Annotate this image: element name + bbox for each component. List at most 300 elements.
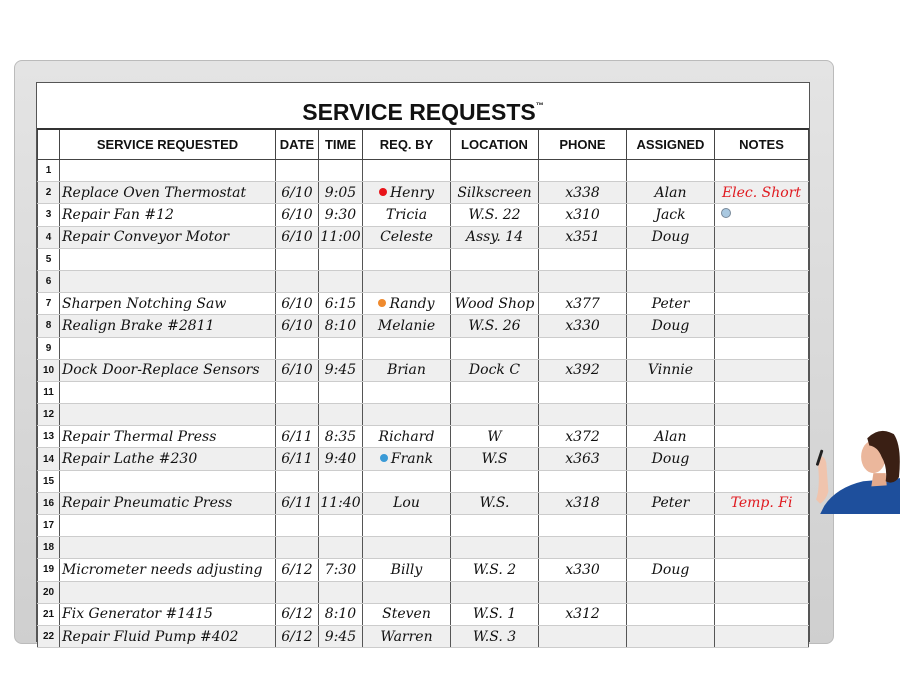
cell-assigned[interactable]	[627, 603, 715, 625]
cell-assigned[interactable]	[627, 204, 715, 226]
cell-service[interactable]	[60, 337, 276, 359]
cell-text: 9:45	[324, 362, 357, 379]
cell-service[interactable]	[60, 182, 276, 204]
cell-assigned[interactable]	[627, 404, 715, 426]
cell-date[interactable]	[276, 315, 319, 337]
cell-notes[interactable]	[715, 537, 809, 559]
table-row	[38, 515, 809, 537]
cell-phone[interactable]	[539, 359, 627, 381]
cell-time[interactable]	[319, 515, 363, 537]
cell-n[interactable]	[38, 625, 60, 647]
cell-time[interactable]	[319, 559, 363, 581]
cell-text: 7:30	[324, 561, 357, 578]
cell-date[interactable]	[276, 581, 319, 603]
cell-loc[interactable]	[451, 270, 539, 292]
cell-text: 15	[42, 475, 55, 487]
cell-text: Billy	[390, 561, 423, 578]
cell-time[interactable]	[319, 470, 363, 492]
cell-text: 11:00	[320, 229, 361, 246]
cell-text: 6/12	[281, 628, 313, 645]
cell-n[interactable]	[38, 182, 60, 204]
cell-time[interactable]	[319, 315, 363, 337]
table-row	[38, 448, 809, 470]
cell-date[interactable]	[276, 182, 319, 204]
cell-text: Repair Fluid Pump #402	[62, 628, 239, 645]
cell-loc[interactable]	[451, 381, 539, 403]
cell-notes[interactable]	[715, 470, 809, 492]
cell-text: 8:35	[324, 428, 357, 445]
cell-text: Doug	[651, 229, 690, 246]
cell-service[interactable]	[60, 404, 276, 426]
cell-service[interactable]	[60, 226, 276, 248]
cell-date[interactable]	[276, 404, 319, 426]
cell-time[interactable]	[319, 248, 363, 270]
cell-req[interactable]	[363, 492, 451, 514]
table-row	[38, 537, 809, 559]
cell-text: 13	[42, 431, 55, 443]
cell-text: 9:05	[324, 184, 357, 201]
cell-time[interactable]	[319, 537, 363, 559]
cell-loc[interactable]	[451, 603, 539, 625]
cell-service[interactable]	[60, 448, 276, 470]
cell-n[interactable]	[38, 160, 60, 182]
cell-notes[interactable]	[715, 270, 809, 292]
cell-phone[interactable]	[539, 226, 627, 248]
cell-text: Peter	[651, 495, 690, 512]
cell-req[interactable]	[363, 537, 451, 559]
cell-text: 6/10	[281, 295, 313, 312]
column-header: TIME	[319, 130, 363, 160]
cell-notes[interactable]	[715, 337, 809, 359]
cell-req[interactable]	[363, 315, 451, 337]
cell-req[interactable]	[363, 448, 451, 470]
cell-notes[interactable]	[715, 381, 809, 403]
cell-req[interactable]	[363, 559, 451, 581]
cell-phone[interactable]	[539, 470, 627, 492]
cell-text: Steven	[382, 606, 431, 623]
cell-notes[interactable]	[715, 448, 809, 470]
cell-text: 9:40	[324, 451, 357, 468]
cell-n[interactable]	[38, 492, 60, 514]
cell-req[interactable]	[363, 160, 451, 182]
cell-loc[interactable]	[451, 293, 539, 315]
table-row	[38, 359, 809, 381]
cell-date[interactable]	[276, 426, 319, 448]
cell-text: x330	[565, 561, 600, 578]
cell-service[interactable]	[60, 492, 276, 514]
table-row	[38, 381, 809, 403]
table-row	[38, 293, 809, 315]
cell-text: W.S. 3	[472, 628, 517, 645]
cell-assigned[interactable]	[627, 337, 715, 359]
cell-req[interactable]	[363, 404, 451, 426]
cell-loc[interactable]	[451, 492, 539, 514]
cell-service[interactable]	[60, 603, 276, 625]
service-requests-board	[36, 82, 810, 645]
cell-date[interactable]	[276, 270, 319, 292]
cell-text: 7	[45, 298, 52, 310]
cell-text: 6	[45, 276, 52, 288]
table-row	[38, 182, 809, 204]
cell-text: x363	[565, 451, 600, 468]
cell-phone[interactable]	[539, 315, 627, 337]
cell-service[interactable]	[60, 581, 276, 603]
cell-date[interactable]	[276, 248, 319, 270]
cell-loc[interactable]	[451, 559, 539, 581]
cell-text: Dock Door-Replace Sensors	[62, 362, 260, 379]
table-row	[38, 426, 809, 448]
cell-n[interactable]	[38, 470, 60, 492]
table-row	[38, 492, 809, 514]
cell-n[interactable]	[38, 381, 60, 403]
cell-n[interactable]	[38, 226, 60, 248]
cell-assigned[interactable]	[627, 515, 715, 537]
magnet-dot-icon[interactable]	[378, 299, 386, 307]
cell-phone[interactable]	[539, 337, 627, 359]
cell-loc[interactable]	[451, 625, 539, 647]
cell-time[interactable]	[319, 581, 363, 603]
cell-text: 20	[42, 586, 55, 598]
cell-text: 21	[42, 608, 55, 620]
cell-loc[interactable]	[451, 182, 539, 204]
cell-text: 6/11	[281, 495, 313, 512]
cell-loc[interactable]	[451, 470, 539, 492]
cell-time[interactable]	[319, 426, 363, 448]
cell-text: Alan	[654, 428, 687, 445]
cell-n[interactable]	[38, 426, 60, 448]
cell-req[interactable]	[363, 293, 451, 315]
cell-notes[interactable]	[715, 426, 809, 448]
cell-text: 8:10	[324, 317, 357, 334]
cell-assigned[interactable]	[627, 359, 715, 381]
cell-text: x338	[565, 184, 600, 201]
cell-text: Dock C	[468, 362, 521, 379]
cell-assigned[interactable]	[627, 293, 715, 315]
cell-n[interactable]	[38, 204, 60, 226]
cell-req[interactable]	[363, 204, 451, 226]
cell-phone[interactable]	[539, 160, 627, 182]
cell-assigned[interactable]	[627, 470, 715, 492]
cell-service[interactable]	[60, 559, 276, 581]
requests-table	[37, 130, 809, 648]
cell-assigned[interactable]	[627, 448, 715, 470]
cell-text: Melanie	[377, 317, 436, 334]
cell-text: Tricia	[385, 206, 428, 223]
cell-service[interactable]	[60, 470, 276, 492]
cell-text: Celeste	[380, 229, 433, 246]
cell-date[interactable]	[276, 559, 319, 581]
cell-notes[interactable]	[715, 315, 809, 337]
cell-loc[interactable]	[451, 404, 539, 426]
cell-text: Vinnie	[647, 362, 694, 379]
cell-loc[interactable]	[451, 515, 539, 537]
cell-text: 17	[42, 520, 55, 532]
cell-n[interactable]	[38, 515, 60, 537]
cell-phone[interactable]	[539, 293, 627, 315]
cell-service[interactable]	[60, 537, 276, 559]
header-row	[38, 130, 809, 160]
cell-assigned[interactable]	[627, 559, 715, 581]
cell-text: Peter	[651, 295, 690, 312]
cell-req[interactable]	[363, 337, 451, 359]
cell-loc[interactable]	[451, 160, 539, 182]
cell-phone[interactable]	[539, 426, 627, 448]
cell-assigned[interactable]	[627, 581, 715, 603]
cell-text: Replace Oven Thermostat	[62, 184, 247, 201]
table-row	[38, 581, 809, 603]
cell-time[interactable]	[319, 337, 363, 359]
cell-phone[interactable]	[539, 248, 627, 270]
cell-n[interactable]	[38, 337, 60, 359]
cell-notes[interactable]	[715, 559, 809, 581]
cell-assigned[interactable]	[627, 315, 715, 337]
cell-loc[interactable]	[451, 315, 539, 337]
cell-phone[interactable]	[539, 270, 627, 292]
cell-time[interactable]	[319, 448, 363, 470]
cell-text: Repair Pneumatic Press	[62, 495, 233, 512]
cell-phone[interactable]	[539, 182, 627, 204]
cell-text: Repair Conveyor Motor	[62, 229, 230, 246]
cell-text: 11	[43, 386, 54, 398]
cell-service[interactable]	[60, 515, 276, 537]
cell-notes[interactable]	[715, 204, 809, 226]
cell-n[interactable]	[38, 581, 60, 603]
table-row	[38, 270, 809, 292]
table-row	[38, 625, 809, 647]
cell-req[interactable]	[363, 581, 451, 603]
cell-notes[interactable]	[715, 293, 809, 315]
cell-text: 11:40	[320, 495, 361, 512]
cell-assigned[interactable]	[627, 625, 715, 647]
cell-text: x351	[565, 229, 600, 246]
cell-text: Henry	[389, 184, 435, 201]
column-header	[38, 130, 60, 160]
cell-notes[interactable]	[715, 248, 809, 270]
cell-req[interactable]	[363, 603, 451, 625]
cell-text: 6/12	[281, 561, 313, 578]
cell-loc[interactable]	[451, 248, 539, 270]
cell-notes[interactable]	[715, 515, 809, 537]
cell-service[interactable]	[60, 293, 276, 315]
cell-text: 9	[45, 342, 52, 354]
cell-req[interactable]	[363, 182, 451, 204]
cell-service[interactable]	[60, 160, 276, 182]
shirt	[820, 478, 900, 514]
cell-date[interactable]	[276, 226, 319, 248]
cell-date[interactable]	[276, 492, 319, 514]
cell-text: W.S.	[479, 495, 510, 512]
cell-req[interactable]	[363, 426, 451, 448]
cell-loc[interactable]	[451, 426, 539, 448]
table-row	[38, 337, 809, 359]
magnet-dot-icon[interactable]	[379, 188, 387, 196]
cell-date[interactable]	[276, 160, 319, 182]
cell-text: Assy. 14	[465, 229, 524, 246]
cell-date[interactable]	[276, 381, 319, 403]
cell-service[interactable]	[60, 270, 276, 292]
cell-date[interactable]	[276, 603, 319, 625]
cell-text: Sharpen Notching Saw	[62, 295, 227, 312]
cell-phone[interactable]	[539, 537, 627, 559]
cell-notes[interactable]	[715, 603, 809, 625]
cell-text: Repair Thermal Press	[62, 428, 217, 445]
cell-phone[interactable]	[539, 559, 627, 581]
cell-phone[interactable]	[539, 492, 627, 514]
cell-date[interactable]	[276, 625, 319, 647]
cell-date[interactable]	[276, 337, 319, 359]
cell-req[interactable]	[363, 515, 451, 537]
cell-time[interactable]	[319, 160, 363, 182]
cell-service[interactable]	[60, 381, 276, 403]
cell-time[interactable]	[319, 492, 363, 514]
cell-assigned[interactable]	[627, 492, 715, 514]
cell-n[interactable]	[38, 293, 60, 315]
cell-req[interactable]	[363, 381, 451, 403]
cell-req[interactable]	[363, 359, 451, 381]
cell-assigned[interactable]	[627, 226, 715, 248]
cell-service[interactable]	[60, 248, 276, 270]
cell-text: Silkscreen	[457, 184, 532, 201]
cell-service[interactable]	[60, 359, 276, 381]
cell-n[interactable]	[38, 248, 60, 270]
cell-loc[interactable]	[451, 537, 539, 559]
cell-loc[interactable]	[451, 204, 539, 226]
cell-text: Doug	[651, 317, 690, 334]
magnet-dot-icon[interactable]	[721, 208, 731, 218]
cell-phone[interactable]	[539, 515, 627, 537]
cell-time[interactable]	[319, 381, 363, 403]
cell-n[interactable]	[38, 404, 60, 426]
cell-phone[interactable]	[539, 625, 627, 647]
cell-service[interactable]	[60, 315, 276, 337]
cell-n[interactable]	[38, 359, 60, 381]
cell-date[interactable]	[276, 470, 319, 492]
cell-text: 22	[42, 631, 55, 643]
cell-date[interactable]	[276, 448, 319, 470]
cell-assigned[interactable]	[627, 270, 715, 292]
cell-text: W.S. 2	[472, 561, 517, 578]
cell-notes[interactable]	[715, 226, 809, 248]
cell-req[interactable]	[363, 470, 451, 492]
cell-assigned[interactable]	[627, 537, 715, 559]
cell-notes[interactable]	[715, 492, 809, 514]
cell-text: 6/10	[281, 206, 313, 223]
cell-loc[interactable]	[451, 359, 539, 381]
cell-time[interactable]	[319, 226, 363, 248]
cell-loc[interactable]	[451, 448, 539, 470]
trademark: ™	[535, 101, 544, 110]
cell-time[interactable]	[319, 603, 363, 625]
table-row	[38, 248, 809, 270]
cell-time[interactable]	[319, 404, 363, 426]
cell-notes[interactable]	[715, 182, 809, 204]
column-header: REQ. BY	[363, 130, 451, 160]
cell-service[interactable]	[60, 204, 276, 226]
cell-phone[interactable]	[539, 581, 627, 603]
cell-text: 10	[42, 364, 55, 376]
cell-assigned[interactable]	[627, 182, 715, 204]
cell-text: 6/10	[281, 184, 313, 201]
cell-phone[interactable]	[539, 603, 627, 625]
cell-phone[interactable]	[539, 204, 627, 226]
cell-assigned[interactable]	[627, 160, 715, 182]
cell-time[interactable]	[319, 359, 363, 381]
cell-loc[interactable]	[451, 226, 539, 248]
cell-notes[interactable]	[715, 625, 809, 647]
cell-text: 6/12	[281, 606, 313, 623]
cell-req[interactable]	[363, 248, 451, 270]
cell-notes[interactable]	[715, 581, 809, 603]
magnet-dot-icon[interactable]	[380, 454, 388, 462]
cell-loc[interactable]	[451, 581, 539, 603]
cell-notes[interactable]	[715, 404, 809, 426]
cell-text: W.S. 22	[468, 206, 521, 223]
cell-assigned[interactable]	[627, 426, 715, 448]
cell-date[interactable]	[276, 359, 319, 381]
cell-time[interactable]	[319, 270, 363, 292]
cell-text: x392	[565, 362, 600, 379]
cell-req[interactable]	[363, 625, 451, 647]
cell-n[interactable]	[38, 603, 60, 625]
cell-time[interactable]	[319, 204, 363, 226]
cell-n[interactable]	[38, 315, 60, 337]
cell-text: 8	[45, 320, 52, 332]
cell-text: Wood Shop	[454, 295, 535, 312]
cell-date[interactable]	[276, 537, 319, 559]
cell-service[interactable]	[60, 426, 276, 448]
cell-req[interactable]	[363, 226, 451, 248]
cell-phone[interactable]	[539, 448, 627, 470]
cell-n[interactable]	[38, 537, 60, 559]
board-title	[37, 83, 809, 130]
cell-n[interactable]	[38, 448, 60, 470]
cell-req[interactable]	[363, 270, 451, 292]
cell-text: Jack	[655, 206, 686, 223]
cell-n[interactable]	[38, 559, 60, 581]
cell-assigned[interactable]	[627, 248, 715, 270]
cell-text: Alan	[654, 184, 687, 201]
title-text: SERVICE REQUESTS	[302, 99, 536, 125]
cell-time[interactable]	[319, 293, 363, 315]
cell-text: 1	[45, 165, 52, 177]
cell-text: x310	[565, 206, 600, 223]
cell-text: Brian	[387, 362, 426, 379]
cell-text: 6/11	[281, 428, 313, 445]
cell-text: 14	[42, 453, 55, 465]
cell-date[interactable]	[276, 293, 319, 315]
cell-time[interactable]	[319, 625, 363, 647]
cell-date[interactable]	[276, 204, 319, 226]
cell-notes[interactable]	[715, 359, 809, 381]
cell-phone[interactable]	[539, 381, 627, 403]
cell-assigned[interactable]	[627, 381, 715, 403]
cell-phone[interactable]	[539, 404, 627, 426]
cell-notes[interactable]	[715, 160, 809, 182]
cell-loc[interactable]	[451, 337, 539, 359]
cell-text: 6/10	[281, 362, 313, 379]
cell-text: x372	[565, 428, 600, 445]
column-header: DATE	[276, 130, 319, 160]
cell-time[interactable]	[319, 182, 363, 204]
cell-text: W.S	[481, 451, 508, 468]
cell-text: Warren	[380, 628, 433, 645]
cell-n[interactable]	[38, 270, 60, 292]
cell-date[interactable]	[276, 515, 319, 537]
column-header: PHONE	[539, 130, 627, 160]
cell-service[interactable]	[60, 625, 276, 647]
cell-text: x312	[565, 606, 600, 623]
cell-text: 6/11	[281, 451, 313, 468]
